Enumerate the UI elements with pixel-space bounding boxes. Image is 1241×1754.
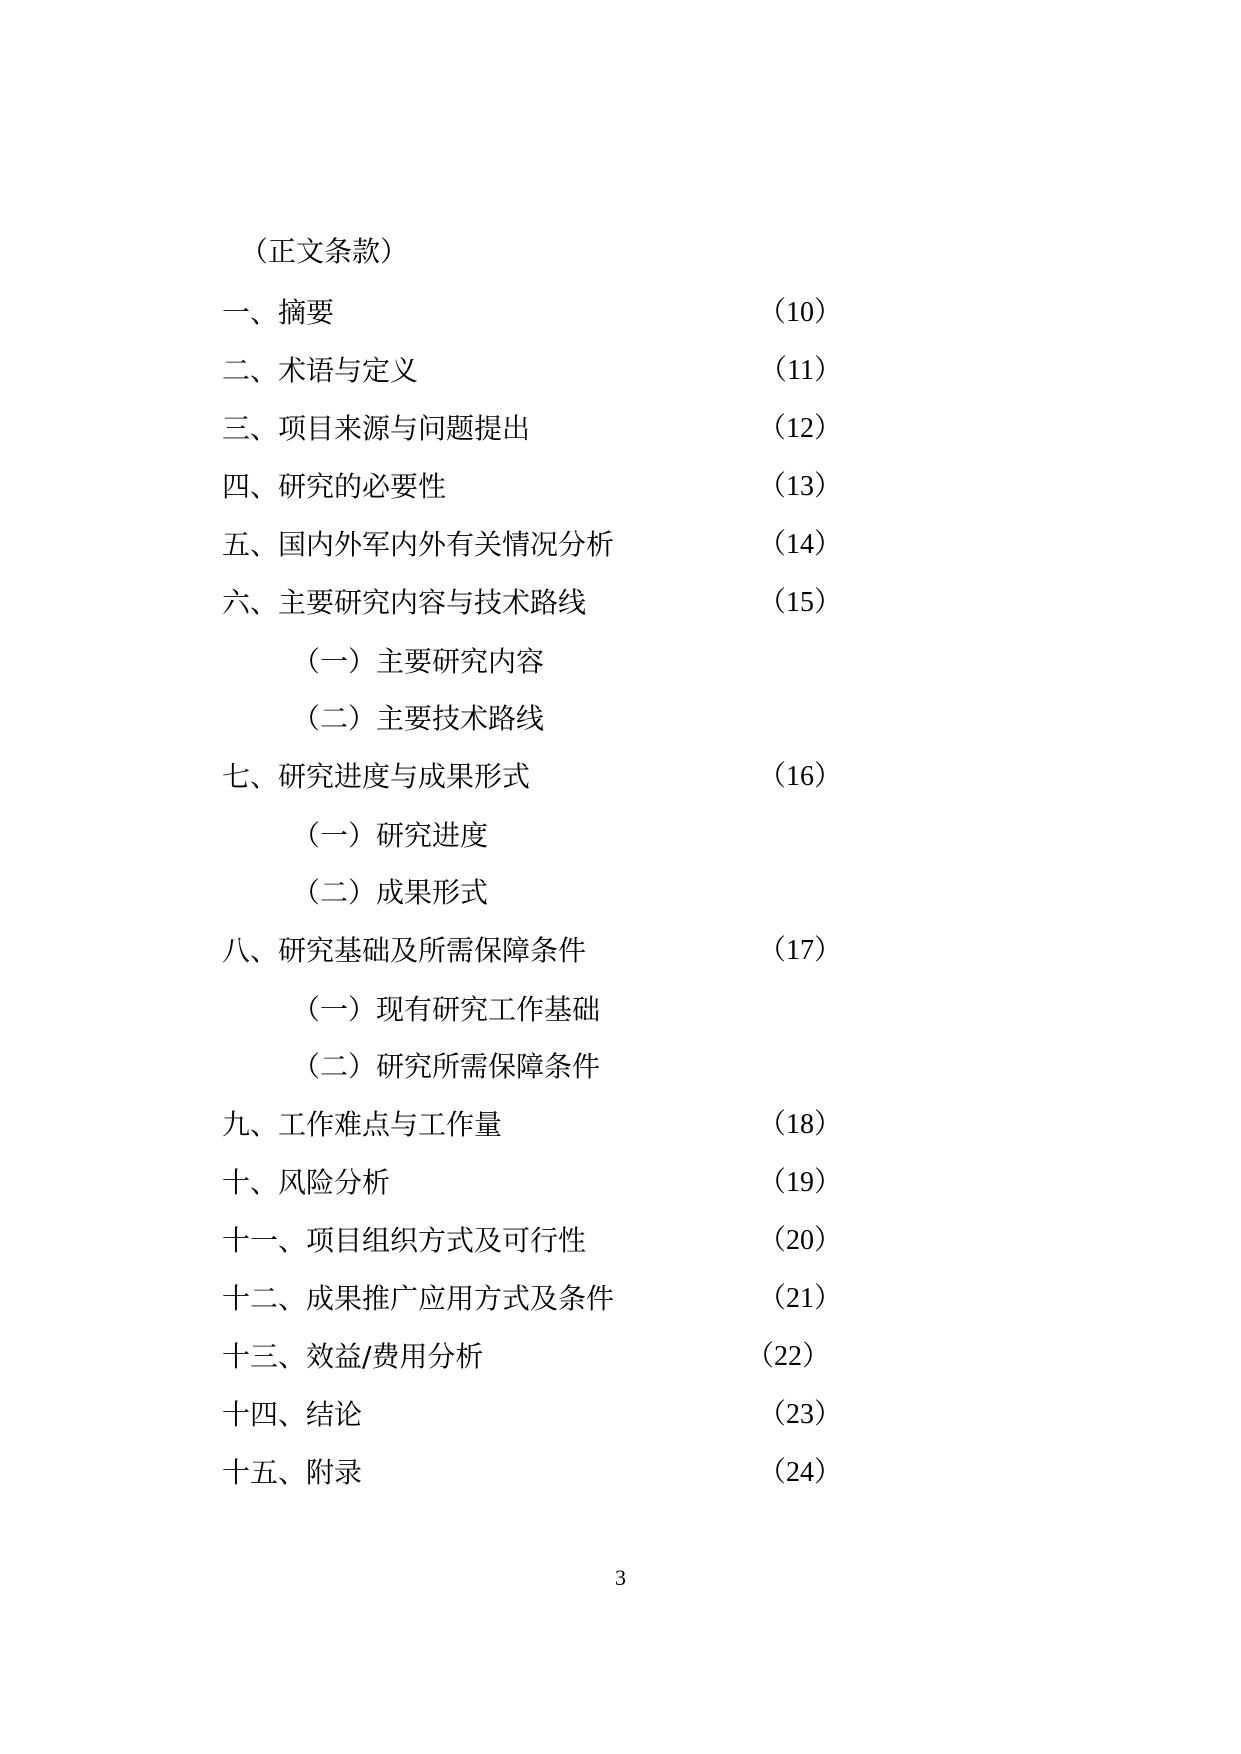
toc-entry-summary[interactable] [222,291,842,335]
toc-entry-label: 八、研究基础及所需保障条件 [222,934,587,967]
toc-subentry-route[interactable] [222,697,842,741]
toc-subentry-label: （二）研究所需保障条件 [292,1050,601,1083]
toc-entry-appendix[interactable] [222,1451,842,1495]
toc-entry-page: （21） [757,1283,842,1314]
toc-subentry-progress[interactable] [222,814,842,858]
toc-entry-label: 二、术语与定义 [222,354,419,387]
toc-entry-page: （24） [757,1457,842,1488]
toc-entry-label: 七、研究进度与成果形式 [222,760,531,793]
toc-entry-label: 十五、附录 [222,1456,363,1489]
toc-entry-page: （20） [757,1225,842,1256]
toc-entry-source[interactable] [222,407,842,451]
toc-entry-benefit-cost[interactable] [222,1335,842,1379]
toc-entry-label: 十二、成果推广应用方式及条件 [222,1282,615,1315]
toc-entry-label: 十三、效益/费用分析 [222,1340,484,1373]
toc-entry-page: （17） [757,935,842,966]
toc-subentry-existing-basis[interactable] [222,988,842,1032]
toc-entry-difficulty[interactable] [222,1103,842,1147]
toc-entry-page: （10） [757,297,842,328]
toc-entry-conclusion[interactable] [222,1393,842,1437]
toc-entry-label: 九、工作难点与工作量 [222,1108,503,1141]
toc-subentry-deliverables[interactable] [222,871,842,915]
toc-entry-label: 三、项目来源与问题提出 [222,412,531,445]
toc-subentry-label: （二）成果形式 [292,876,489,909]
toc-entry-page: （14） [757,529,842,560]
toc-entry-label: 四、研究的必要性 [222,470,447,503]
page-number: 3 [615,1565,626,1590]
toc-entry-terms[interactable] [222,349,842,393]
toc-entry-label: 五、国内外军内外有关情况分析 [222,528,615,561]
toc-entry-label: 十四、结论 [222,1398,363,1431]
toc-entry-label: 十一、项目组织方式及可行性 [222,1224,587,1257]
toc-subentry-label: （一）现有研究工作基础 [292,993,601,1026]
toc-entry-label: 一、摘要 [222,296,335,329]
toc-entry-promotion[interactable] [222,1277,842,1321]
toc-entry-page: （19） [757,1167,842,1198]
toc-entry-page: （11） [759,355,842,386]
toc-entry-page: （12） [757,413,842,444]
toc-entry-page: （23） [757,1399,842,1430]
toc-entry-label: 十、风险分析 [222,1166,391,1199]
toc-entry-risk[interactable] [222,1161,842,1205]
toc-entry-page: （13） [757,471,842,502]
toc-entry-progress[interactable] [222,755,842,799]
toc-subentry-label: （二）主要技术路线 [292,702,545,735]
toc-entry-organization[interactable] [222,1219,842,1263]
toc-subentry-content[interactable] [222,640,842,684]
toc-subentry-conditions[interactable] [222,1045,842,1089]
toc-entry-analysis[interactable] [222,523,842,567]
toc-entry-page: （18） [757,1109,842,1140]
toc-entry-page: （15） [757,587,842,618]
toc-entry-basis[interactable] [222,929,842,973]
toc-subentry-label: （一）研究进度 [292,819,489,852]
toc-entry-page: （16） [757,761,842,792]
toc-subentry-label: （一）主要研究内容 [292,645,545,678]
toc-entry-label: 六、主要研究内容与技术路线 [222,586,587,619]
section-heading: （正文条款） [240,235,409,268]
toc-entry-content-route[interactable] [222,581,842,625]
toc-entry-page: （22） [745,1341,830,1372]
toc-entry-necessity[interactable] [222,465,842,509]
